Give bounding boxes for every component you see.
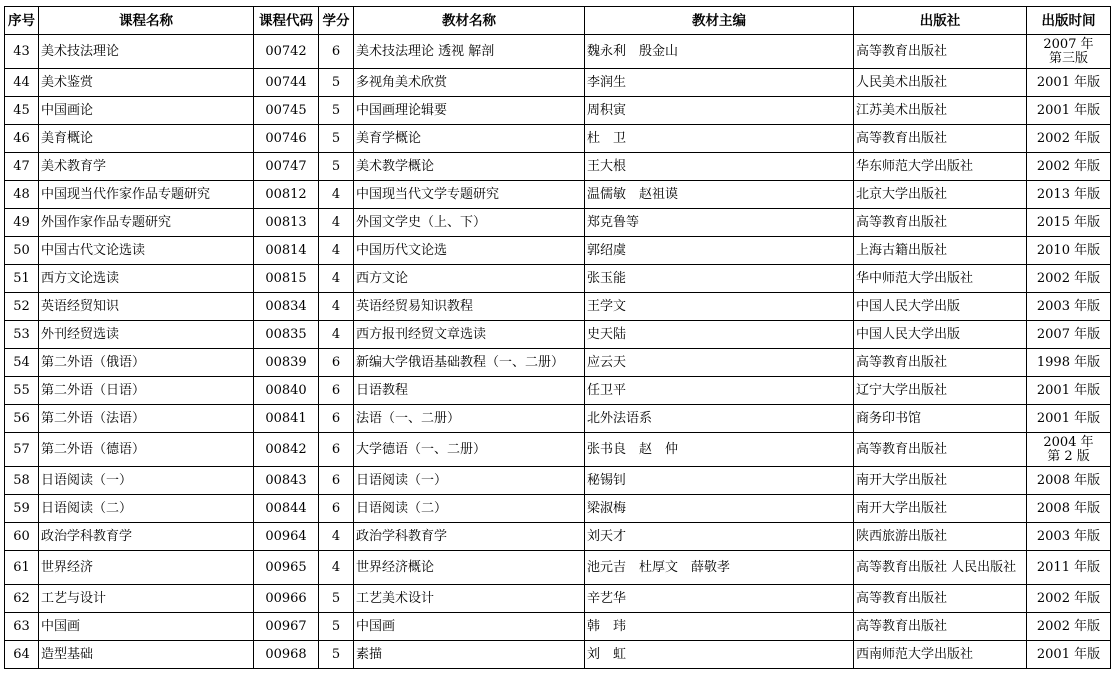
table-row [5, 405, 1111, 433]
header-course-name: 课程名称 [39, 7, 254, 35]
header-course-code: 课程代码 [254, 7, 319, 35]
textbook-cell: 日语阅读（一） [354, 467, 585, 495]
course-name-cell: 西方文论选读 [39, 265, 254, 293]
pub-time-line1: 2002 年版 [1036, 270, 1101, 286]
credits-cell: 6 [319, 495, 354, 523]
course-name-cell: 中国现当代作家作品专题研究 [39, 181, 254, 209]
table-row [5, 433, 1111, 467]
seq-cell: 49 [5, 209, 39, 237]
pub-time-cell [1027, 265, 1111, 293]
pub-time-cell [1027, 523, 1111, 551]
course-code-cell: 00965 [254, 551, 319, 585]
course-code-cell: 00834 [254, 293, 319, 321]
seq-cell: 44 [5, 69, 39, 97]
publisher-cell: 中国人民大学出版 [854, 321, 1027, 349]
table-row [5, 349, 1111, 377]
publisher-cell: 辽宁大学出版社 [854, 377, 1027, 405]
seq-cell: 54 [5, 349, 39, 377]
course-name-cell: 中国画 [39, 613, 254, 641]
publisher-cell: 上海古籍出版社 [854, 237, 1027, 265]
course-code-cell: 00742 [254, 35, 319, 69]
textbook-cell: 西方文论 [354, 265, 585, 293]
course-code-cell: 00812 [254, 181, 319, 209]
publisher-cell: 商务印书馆 [854, 405, 1027, 433]
credits-cell: 4 [319, 209, 354, 237]
textbook-cell: 工艺美术设计 [354, 585, 585, 613]
pub-time-line1: 2001 年版 [1036, 102, 1101, 118]
textbook-cell: 英语经贸易知识教程 [354, 293, 585, 321]
editor-cell: 李润生 [585, 69, 854, 97]
pub-time-line1: 2002 年版 [1036, 618, 1101, 634]
editor-cell: 秘锡钊 [585, 467, 854, 495]
publisher-cell: 人民美术出版社 [854, 69, 1027, 97]
table-row [5, 265, 1111, 293]
credits-cell: 5 [319, 641, 354, 669]
table-row [5, 125, 1111, 153]
pub-time-cell [1027, 125, 1111, 153]
seq-cell: 61 [5, 551, 39, 585]
pub-time-line1: 2001 年版 [1036, 646, 1101, 662]
pub-time-line1: 2002 年版 [1036, 130, 1101, 146]
course-code-cell: 00967 [254, 613, 319, 641]
credits-cell: 5 [319, 153, 354, 181]
editor-cell: 史天陆 [585, 321, 854, 349]
course-name-cell: 外国作家作品专题研究 [39, 209, 254, 237]
pub-time-cell [1027, 641, 1111, 669]
seq-cell: 43 [5, 35, 39, 69]
pub-time-cell [1027, 97, 1111, 125]
header-row [5, 7, 1111, 35]
pub-time-line2: 第三版 [1048, 50, 1088, 66]
editor-cell: 王大根 [585, 153, 854, 181]
credits-cell: 4 [319, 265, 354, 293]
pub-time-line1: 1998 年版 [1036, 354, 1101, 370]
course-name-cell: 造型基础 [39, 641, 254, 669]
textbook-cell: 中国画理论辑要 [354, 97, 585, 125]
publisher-cell: 高等教育出版社 [854, 209, 1027, 237]
table-row [5, 495, 1111, 523]
course-code-cell: 00835 [254, 321, 319, 349]
credits-cell: 4 [319, 523, 354, 551]
publisher-cell: 高等教育出版社 [854, 433, 1027, 467]
table-row [5, 35, 1111, 69]
publisher-cell: 华东师范大学出版社 [854, 153, 1027, 181]
course-code-cell: 00964 [254, 523, 319, 551]
header-pub-time: 出版时间 [1027, 7, 1111, 35]
credits-cell: 5 [319, 97, 354, 125]
textbook-cell: 日语教程 [354, 377, 585, 405]
publisher-cell: 高等教育出版社 [854, 349, 1027, 377]
header-credits: 学分 [319, 7, 354, 35]
pub-time-line1: 2013 年版 [1036, 186, 1101, 202]
seq-cell: 55 [5, 377, 39, 405]
pub-time-line1: 2007 年 [1043, 36, 1094, 52]
textbook-cell: 日语阅读（二） [354, 495, 585, 523]
table-row [5, 523, 1111, 551]
pub-time-line1: 2007 年版 [1036, 326, 1101, 342]
credits-cell: 5 [319, 613, 354, 641]
publisher-cell: 高等教育出版社 [854, 613, 1027, 641]
pub-time-line2: 第 2 版 [1047, 448, 1090, 464]
pub-time-cell [1027, 585, 1111, 613]
course-name-cell: 中国画论 [39, 97, 254, 125]
editor-cell: 郑克鲁等 [585, 209, 854, 237]
credits-cell: 5 [319, 585, 354, 613]
editor-cell: 周积寅 [585, 97, 854, 125]
credits-cell: 6 [319, 467, 354, 495]
publisher-cell: 陕西旅游出版社 [854, 523, 1027, 551]
pub-time-cell [1027, 613, 1111, 641]
publisher-cell: 江苏美术出版社 [854, 97, 1027, 125]
editor-cell: 张书良 赵 仲 [585, 433, 854, 467]
table-row [5, 69, 1111, 97]
seq-cell: 59 [5, 495, 39, 523]
publisher-cell: 中国人民大学出版 [854, 293, 1027, 321]
publisher-cell: 南开大学出版社 [854, 495, 1027, 523]
seq-cell: 63 [5, 613, 39, 641]
course-name-cell: 第二外语（俄语） [39, 349, 254, 377]
table-row [5, 153, 1111, 181]
course-name-cell: 日语阅读（二） [39, 495, 254, 523]
seq-cell: 47 [5, 153, 39, 181]
course-code-cell: 00814 [254, 237, 319, 265]
editor-cell: 梁淑梅 [585, 495, 854, 523]
textbook-cell: 法语（一、二册） [354, 405, 585, 433]
publisher-cell: 高等教育出版社 [854, 35, 1027, 69]
header-textbook: 教材名称 [354, 7, 585, 35]
course-name-cell: 政治学科教育学 [39, 523, 254, 551]
pub-time-line1: 2011 年版 [1036, 559, 1101, 575]
pub-time-line1: 2001 年版 [1036, 410, 1101, 426]
pub-time-cell [1027, 153, 1111, 181]
publisher-cell: 华中师范大学出版社 [854, 265, 1027, 293]
course-code-cell: 00747 [254, 153, 319, 181]
pub-time-line1: 2008 年版 [1036, 472, 1101, 488]
credits-cell: 6 [319, 433, 354, 467]
course-name-cell: 日语阅读（一） [39, 467, 254, 495]
pub-time-line1: 2010 年版 [1036, 242, 1101, 258]
editor-cell: 张玉能 [585, 265, 854, 293]
course-name-cell: 工艺与设计 [39, 585, 254, 613]
pub-time-cell [1027, 321, 1111, 349]
editor-cell: 刘 虹 [585, 641, 854, 669]
pub-time-line1: 2015 年版 [1036, 214, 1101, 230]
textbook-table [4, 6, 1111, 669]
header-publisher: 出版社 [854, 7, 1027, 35]
pub-time-cell [1027, 181, 1111, 209]
pub-time-line1: 2001 年版 [1036, 74, 1101, 90]
table-body [5, 35, 1111, 669]
textbook-cell: 美术技法理论 透视 解剖 [354, 35, 585, 69]
editor-cell: 刘天才 [585, 523, 854, 551]
course-code-cell: 00844 [254, 495, 319, 523]
credits-cell: 6 [319, 35, 354, 69]
editor-cell: 杜 卫 [585, 125, 854, 153]
textbook-cell: 素描 [354, 641, 585, 669]
editor-cell: 任卫平 [585, 377, 854, 405]
course-name-cell: 美术技法理论 [39, 35, 254, 69]
credits-cell: 4 [319, 237, 354, 265]
seq-cell: 60 [5, 523, 39, 551]
seq-cell: 46 [5, 125, 39, 153]
header-seq: 序号 [5, 7, 39, 35]
table-row [5, 237, 1111, 265]
course-code-cell: 00745 [254, 97, 319, 125]
table-row [5, 613, 1111, 641]
credits-cell: 4 [319, 293, 354, 321]
course-code-cell: 00744 [254, 69, 319, 97]
course-name-cell: 第二外语（德语） [39, 433, 254, 467]
publisher-cell: 高等教育出版社 人民出版社 [854, 551, 1027, 585]
textbook-cell: 多视角美术欣赏 [354, 69, 585, 97]
seq-cell: 53 [5, 321, 39, 349]
publisher-cell: 西南师范大学出版社 [854, 641, 1027, 669]
pub-time-cell [1027, 433, 1111, 467]
course-code-cell: 00813 [254, 209, 319, 237]
pub-time-line1: 2008 年版 [1036, 500, 1101, 516]
course-code-cell: 00841 [254, 405, 319, 433]
textbook-cell: 美育学概论 [354, 125, 585, 153]
editor-cell: 王学文 [585, 293, 854, 321]
course-name-cell: 中国古代文论选读 [39, 237, 254, 265]
pub-time-cell [1027, 35, 1111, 69]
credits-cell: 4 [319, 551, 354, 585]
editor-cell: 池元吉 杜厚文 薛敬孝 [585, 551, 854, 585]
course-code-cell: 00815 [254, 265, 319, 293]
seq-cell: 52 [5, 293, 39, 321]
table-row [5, 641, 1111, 669]
course-code-cell: 00966 [254, 585, 319, 613]
course-name-cell: 外刊经贸选读 [39, 321, 254, 349]
pub-time-cell [1027, 551, 1111, 585]
seq-cell: 57 [5, 433, 39, 467]
table-row [5, 585, 1111, 613]
pub-time-line1: 2001 年版 [1036, 382, 1101, 398]
pub-time-line1: 2003 年版 [1036, 528, 1101, 544]
pub-time-line1: 2002 年版 [1036, 158, 1101, 174]
course-code-cell: 00746 [254, 125, 319, 153]
pub-time-cell [1027, 377, 1111, 405]
course-name-cell: 美术鉴赏 [39, 69, 254, 97]
course-code-cell: 00843 [254, 467, 319, 495]
course-name-cell: 美育概论 [39, 125, 254, 153]
textbook-cell: 新编大学俄语基础教程（一、二册） [354, 349, 585, 377]
publisher-cell: 北京大学出版社 [854, 181, 1027, 209]
table-row [5, 551, 1111, 585]
pub-time-cell [1027, 405, 1111, 433]
course-name-cell: 美术教育学 [39, 153, 254, 181]
course-code-cell: 00840 [254, 377, 319, 405]
seq-cell: 50 [5, 237, 39, 265]
editor-cell: 魏永利 殷金山 [585, 35, 854, 69]
seq-cell: 64 [5, 641, 39, 669]
textbook-cell: 中国历代文论选 [354, 237, 585, 265]
seq-cell: 56 [5, 405, 39, 433]
course-name-cell: 世界经济 [39, 551, 254, 585]
seq-cell: 58 [5, 467, 39, 495]
seq-cell: 62 [5, 585, 39, 613]
pub-time-cell [1027, 495, 1111, 523]
course-code-cell: 00842 [254, 433, 319, 467]
pub-time-cell [1027, 293, 1111, 321]
editor-cell: 辛艺华 [585, 585, 854, 613]
editor-cell: 应云天 [585, 349, 854, 377]
textbook-cell: 世界经济概论 [354, 551, 585, 585]
table-row [5, 209, 1111, 237]
editor-cell: 韩 玮 [585, 613, 854, 641]
textbook-cell: 政治学科教育学 [354, 523, 585, 551]
textbook-cell: 中国现当代文学专题研究 [354, 181, 585, 209]
table-row [5, 467, 1111, 495]
course-code-cell: 00839 [254, 349, 319, 377]
credits-cell: 6 [319, 405, 354, 433]
pub-time-cell [1027, 237, 1111, 265]
publisher-cell: 高等教育出版社 [854, 585, 1027, 613]
pub-time-cell [1027, 209, 1111, 237]
table-row [5, 377, 1111, 405]
credits-cell: 4 [319, 321, 354, 349]
credits-cell: 6 [319, 377, 354, 405]
editor-cell: 郭绍虞 [585, 237, 854, 265]
table-row [5, 97, 1111, 125]
pub-time-cell [1027, 467, 1111, 495]
credits-cell: 5 [319, 69, 354, 97]
header-editor: 教材主编 [585, 7, 854, 35]
textbook-cell: 中国画 [354, 613, 585, 641]
course-code-cell: 00968 [254, 641, 319, 669]
publisher-cell: 南开大学出版社 [854, 467, 1027, 495]
pub-time-line1: 2002 年版 [1036, 590, 1101, 606]
pub-time-line1: 2004 年 [1043, 434, 1094, 450]
seq-cell: 51 [5, 265, 39, 293]
credits-cell: 4 [319, 181, 354, 209]
table-row [5, 293, 1111, 321]
course-name-cell: 第二外语（日语） [39, 377, 254, 405]
credits-cell: 6 [319, 349, 354, 377]
textbook-cell: 西方报刊经贸文章选读 [354, 321, 585, 349]
editor-cell: 北外法语系 [585, 405, 854, 433]
pub-time-cell [1027, 69, 1111, 97]
textbook-cell: 大学德语（一、二册） [354, 433, 585, 467]
editor-cell: 温儒敏 赵祖谟 [585, 181, 854, 209]
course-name-cell: 英语经贸知识 [39, 293, 254, 321]
credits-cell: 5 [319, 125, 354, 153]
seq-cell: 45 [5, 97, 39, 125]
pub-time-line1: 2003 年版 [1036, 298, 1101, 314]
textbook-cell: 外国文学史（上、下） [354, 209, 585, 237]
publisher-cell: 高等教育出版社 [854, 125, 1027, 153]
course-name-cell: 第二外语（法语） [39, 405, 254, 433]
textbook-cell: 美术教学概论 [354, 153, 585, 181]
table-row [5, 321, 1111, 349]
seq-cell: 48 [5, 181, 39, 209]
table-row [5, 181, 1111, 209]
pub-time-cell [1027, 349, 1111, 377]
